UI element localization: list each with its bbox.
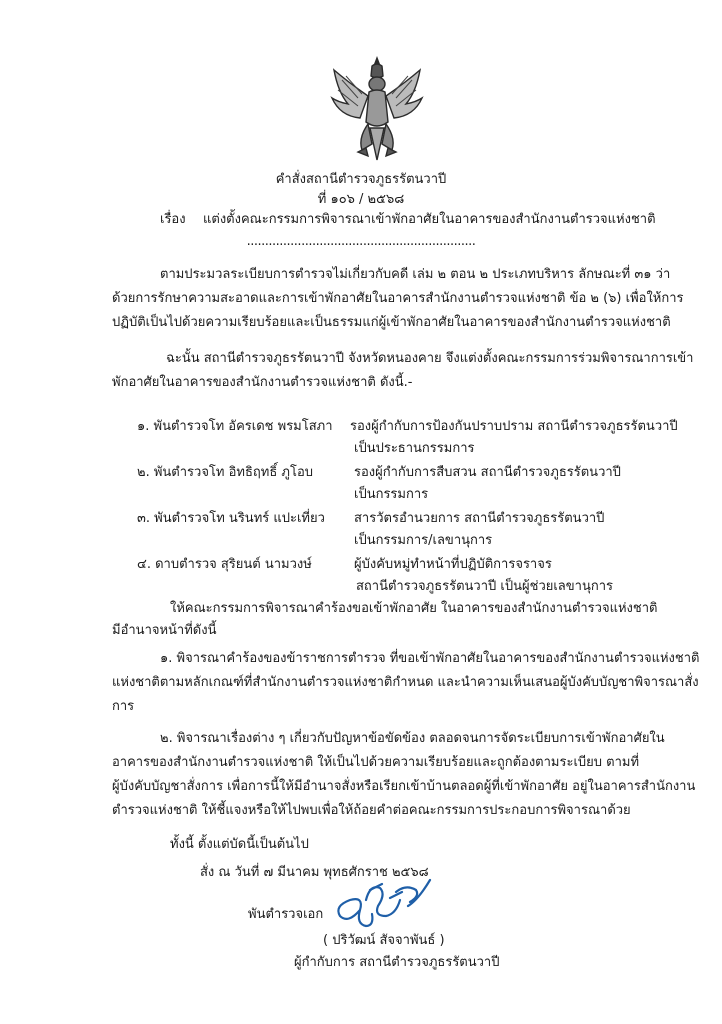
member-name: ๑. พันตำรวจโท อัครเดช พรมโสภา — [137, 419, 333, 434]
duty2-line3: ผู้บังคับบัญชาสั่งการ เพื่อการนี้ให้มีอำนาจสั่งหรือเรียกเข้าบ้านตลอดผู้ที่เข้าพักอาศัย อยู่ในอาคารสำนักงาน — [112, 779, 696, 794]
subject-text: แต่งตั้งคณะกรรมการพิจารณาเข้าพักอาศัยในอาคารของสำนักงานตำรวจแห่งชาติ — [203, 212, 656, 227]
para1-line1: ตามประมวลระเบียบการตำรวจไม่เกี่ยวกับคดี เล่ม ๒ ตอน ๒ ประเภทบริหาร ลักษณะที่ ๓๑ ว่า — [160, 267, 671, 282]
member-position: รองผู้กำกับการสืบสวน สถานีตำรวจภูธรรัตนวาปี — [354, 465, 621, 480]
member-role: เป็นกรรมการ — [354, 487, 429, 502]
signer-position: ผู้กำกับการ สถานีตำรวจภูธรรัตนวาปี — [294, 955, 500, 970]
para3-line1: ให้คณะกรรมการพิจารณาคำร้องขอเข้าพักอาศัย ในอาคารของสำนักงานตำรวจแห่งชาติ — [170, 601, 658, 616]
para3-line2: มีอำนาจหน้าที่ดังนี้ — [112, 623, 217, 638]
handwritten-signature-icon — [330, 870, 440, 934]
duty2-line4: ตำรวจแห่งชาติ ให้ชี้แจงหรือให้ไปพบเพื่อให้ถ้อยคำต่อคณะกรรมการประกอบการพิจารณาด้วย — [112, 803, 631, 818]
para2-line1: ฉะนั้น สถานีตำรวจภูธรรัตนวาปี จังหวัดหนองคาย จึงแต่งตั้งคณะกรรมการร่วมพิจารณาการเข้า — [166, 351, 694, 366]
header-divider: ............................................................... — [246, 234, 476, 249]
member-name: ๒. พันตำรวจโท อิทธิฤทธิ์ ภูโอบ — [137, 465, 314, 480]
para2-line2: พักอาศัยในอาคารของสำนักงานตำรวจแห่งชาติ ดังนี้.- — [112, 375, 413, 390]
member-name: ๓. พันตำรวจโท นรินทร์ แปะเที่ยว — [137, 511, 325, 526]
duty1-line3: การ — [112, 699, 135, 714]
subject-label: เรื่อง — [160, 212, 186, 227]
order-number: ที่ ๑๐๖ / ๒๕๖๘ — [317, 192, 405, 207]
member-role: สถานีตำรวจภูธรรัตนวาปี เป็นผู้ช่วยเลขานุการ — [356, 579, 613, 594]
member-position: ผู้บังคับหมู่ทำหน้าที่ปฏิบัติการจราจร — [354, 557, 552, 572]
order-date: สั่ง ณ วันที่ ๗ มีนาคม พุทธศักราช ๒๕๖๘ — [200, 865, 429, 880]
para1-line3: ปฏิบัติเป็นไปด้วยความเรียบร้อยและเป็นธรรมแก่ผู้เข้าพักอาศัยในอาคารของสำนักงานตำรวจแห่งชาติ — [112, 315, 671, 330]
duty2-line1: ๒. พิจารณาเรื่องต่าง ๆ เกี่ยวกับปัญหาข้อขัดข้อง ตลอดจนการจัดระเบียบการเข้าพักอาศัยใน — [160, 731, 665, 746]
member-role: เป็นกรรมการ/เลขานุการ — [354, 533, 493, 548]
garuda-emblem-icon — [328, 52, 426, 164]
order-title: คำสั่งสถานีตำรวจภูธรรัตนวาปี — [275, 172, 447, 187]
signer-name: ( ปริวัฒน์ สัจจาพันธ์ ) — [323, 933, 445, 948]
member-position: รองผู้กำกับการป้องกันปราบปราม สถานีตำรวจภูธรรัตนวาปี — [350, 419, 678, 434]
duty1-line2: แห่งชาติตามหลักเกณฑ์ที่สำนักงานตำรวจแห่งชาติกำหนด และนำความเห็นเสนอผู้บังคับบัญชาพิจารณาสั่ง — [112, 675, 699, 690]
duty1-line1: ๑. พิจารณาคำร้องของข้าราชการตำรวจ ที่ขอเข้าพักอาศัยในอาคารของสำนักงานตำรวจแห่งชาติ — [160, 651, 700, 666]
signer-rank: พันตำรวจเอก — [248, 907, 324, 922]
duty2-line2: อาคารของสำนักงานตำรวจแห่งชาติ ให้เป็นไปด้วยความเรียบร้อยและถูกต้องตามระเบียบ ตามที่ — [112, 755, 640, 770]
member-position: สารวัตรอำนวยการ สถานีตำรวจภูธรรัตนวาปี — [354, 511, 605, 526]
para1-line2: ด้วยการรักษาความสะอาดและการเข้าพักอาศัยในอาคารสำนักงานตำรวจแห่งชาติ ข้อ ๒ (๖) เพื่อให้การ — [112, 291, 684, 306]
effective-statement: ทั้งนี้ ตั้งแต่บัดนี้เป็นต้นไป — [170, 837, 309, 852]
member-role: เป็นประธานกรรมการ — [354, 441, 475, 456]
member-name: ๔. ดาบตำรวจ สุริยนต์ นามวงษ์ — [137, 557, 312, 572]
